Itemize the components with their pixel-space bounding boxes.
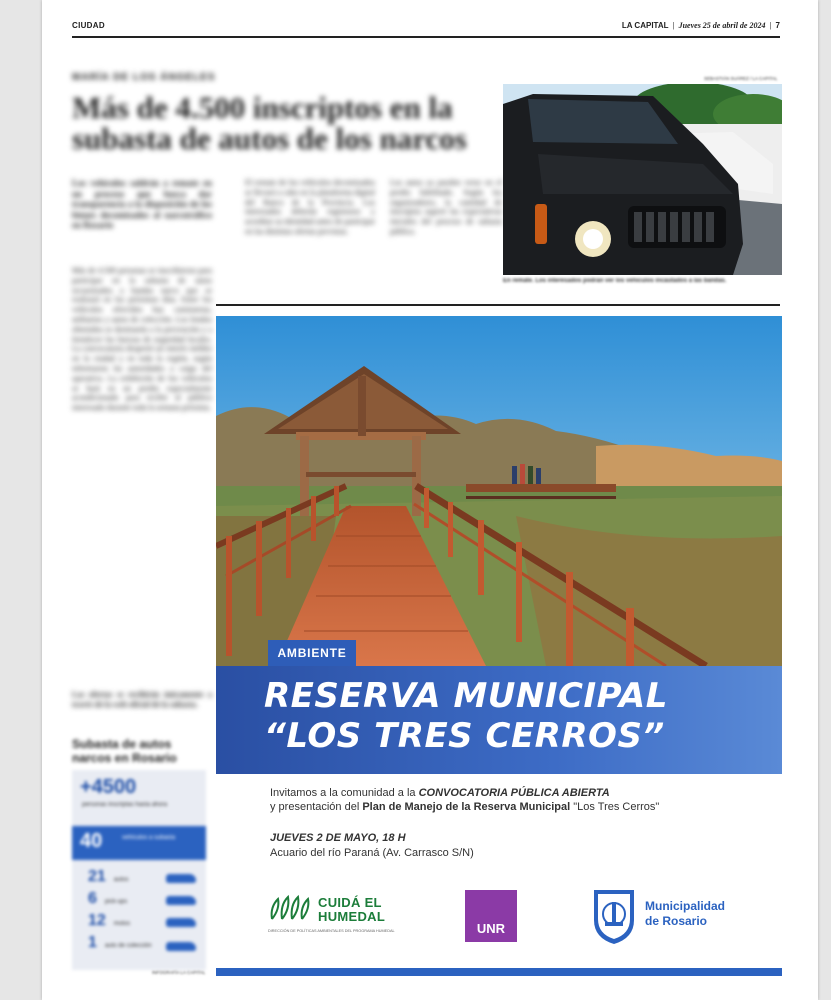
- reserve-title-line: “LOS TRES CERROS”: [264, 716, 665, 756]
- paper-name: LA CAPITAL: [621, 21, 669, 30]
- unr-logo: UNR: [465, 890, 517, 942]
- event-date: JUEVES 2 DE MAYO, 18 H: [270, 832, 406, 844]
- infographic-title: Subasta de autos narcos en Rosario: [72, 737, 177, 765]
- reserve-advertisement: [216, 316, 782, 778]
- infographic-big-label: personas inscriptas hasta ahora: [82, 802, 168, 808]
- photo-caption: En remate. Los interesados podrán ver los vehículos incautados a las bandas.: [503, 278, 727, 284]
- reserve-title: [264, 676, 668, 756]
- invitation-text: Invitamos a la comunidad a la CONVOCATORIA PÚBLICA ABIERTA y presentación del Plan de Manejo de la Reserva Municipal "Los Tres Cerros": [270, 787, 660, 813]
- call-highlight: CONVOCATORIA PÚBLICA ABIERTA: [418, 787, 610, 799]
- page-header: LA CAPITAL | Jueves 25 de abril de 2024 | 7: [621, 21, 780, 30]
- photo-credit: SEBASTIÁN SUÁREZ / LA CAPITAL: [704, 76, 778, 81]
- infographic: [72, 770, 206, 970]
- article-column: Más de 4.500 personas se inscribieron para participar en la subasta de autos secuestrados a bandas narco que se realizará en los próximos días. Entre los vehículos ofrecidos hay camionetas, utilitarios y autos de colección. Los fondos obtenidos se destinarán a la prevención y a fortalecer las fuerzas de seguridad locales. La convocatoria despertó un interés inédito en la ciudad y en toda la región, según informaron las autoridades a cargo del operativo. La exhibición de los vehículos se hará en un predio especialmente acondicionado para recibir al público interesado durante toda la semana próxima.: [72, 266, 212, 413]
- header-rule: [72, 36, 780, 38]
- humedal-wordmark: CUIDÁ EL HUMEDAL: [318, 895, 386, 924]
- infographic-row: 12 motos: [88, 912, 131, 929]
- humedal-subtitle: DIRECCIÓN DE POLÍTICAS AMBIENTALES DEL PROGRAMA HUMEDAL: [268, 929, 395, 933]
- article-lead: Los vehículos saldrán a remate en un proceso que busca dar transparencia a la disposición de los bienes decomisados al narcotráfico en Rosario: [72, 178, 212, 230]
- infographic-credit: INFOGRAFÍA LA CAPITAL: [152, 970, 206, 975]
- boardwalk-photo: [216, 316, 782, 666]
- rosario-shield-icon: [591, 886, 637, 946]
- event-place: Acuario del río Paraná (Av. Carrasco S/N): [270, 847, 474, 859]
- ad-footer-bar: [216, 968, 782, 976]
- cuida-el-humedal-logo: [268, 893, 395, 939]
- article-headline: Más de 4.500 inscriptos en la subasta de autos de los narcos: [72, 90, 467, 156]
- car-photo: [503, 84, 782, 275]
- pickup-icon: [166, 896, 196, 905]
- newspaper-page: [42, 0, 818, 1000]
- motorcycle-icon: [166, 918, 196, 927]
- infographic-bar: [72, 826, 206, 860]
- section-rule: [216, 304, 780, 306]
- infographic-row: 6 pick-ups: [88, 890, 128, 907]
- reserve-title-line: RESERVA MUNICIPAL: [264, 676, 668, 716]
- humedal-leaves-icon: [268, 893, 314, 923]
- category-tag: AMBIENTE: [268, 640, 356, 666]
- infographic-row: 21 autos: [88, 868, 129, 885]
- article-column: El remate de los vehículos decomisados se llevará a cabo en la plataforma digital del Banco de la Provincia. Los interesados deberán registrarse y acreditar su identidad antes de participar en las distintas ofertas previstas.: [245, 178, 375, 236]
- section-label: CIUDAD: [72, 21, 105, 30]
- municipalidad-wordmark: Municipalidad de Rosario: [645, 899, 726, 928]
- plan-highlight: Plan de Manejo de la Reserva Municipal: [362, 801, 571, 813]
- infographic-row: 1 auto de colección: [88, 934, 152, 951]
- infographic-bar-number: 40: [80, 830, 103, 852]
- car-icon: [166, 874, 196, 883]
- page-number: 7: [775, 21, 780, 30]
- infographic-bar-label: vehículos a subasta: [122, 835, 176, 841]
- article-column: Las ofertas se recibirán únicamente a través de la web oficial de la subasta.: [72, 690, 212, 709]
- classic-car-icon: [166, 942, 196, 951]
- article-column: Los autos ya pueden verse en el predio habilitado. Según los organizadores, la cantidad de inscriptos superó las expectativas iniciales del proceso de subasta pública.: [390, 178, 502, 236]
- issue-date: Jueves 25 de abril de 2024: [678, 21, 766, 30]
- infographic-big-number: +4500: [80, 776, 137, 798]
- article-kicker: MARÍA DE LOS ÁNGELES: [72, 72, 216, 83]
